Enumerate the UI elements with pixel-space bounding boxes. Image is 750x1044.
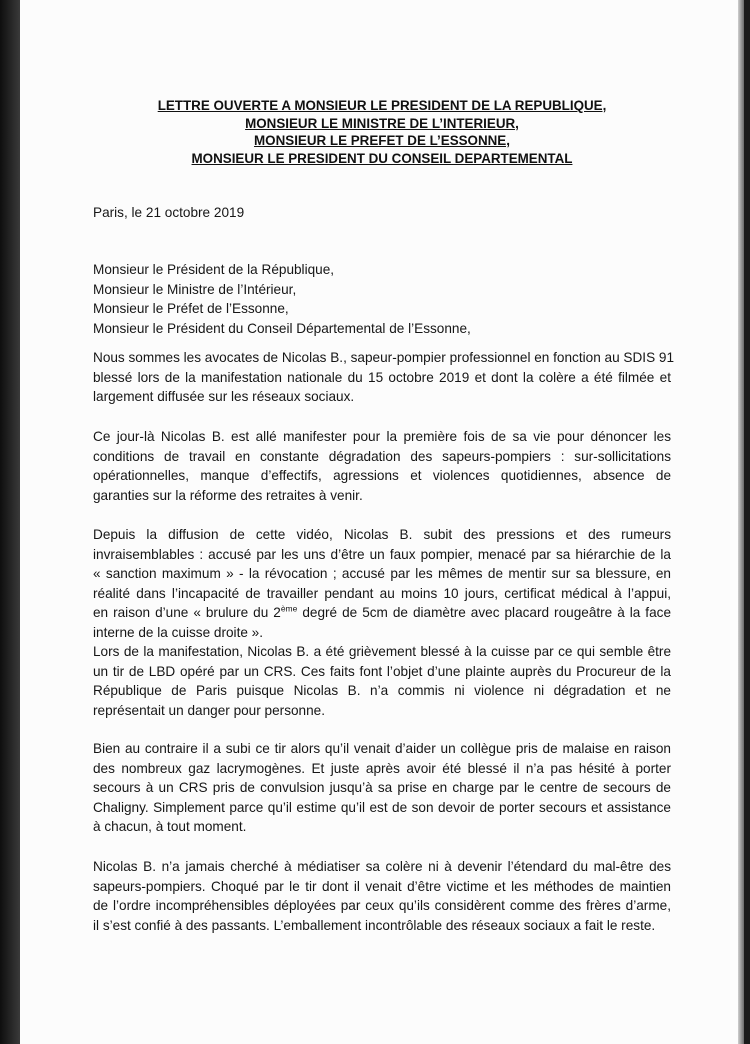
title-line: MONSIEUR LE PREFET DE L’ESSONNE, <box>254 133 510 148</box>
paragraph-1 <box>93 348 675 407</box>
paragraph-line <box>93 603 671 623</box>
letter-page <box>20 0 744 1044</box>
title-line: MONSIEUR LE PRESIDENT DU CONSEIL DEPARTEMENTAL <box>191 150 573 166</box>
paragraph-line: opérationnelles, manque d’effectifs, agressions et violences quotidiennes, absence de <box>93 468 671 484</box>
paragraph-line: République de Paris puisque Nicolas B. n’a commis ni violence ni dégradation et ne <box>93 683 671 699</box>
paragraph-line: Chaligny. Simplement parce qu’il estime qu’il est de son devoir de porter secours et assistance <box>93 799 671 815</box>
paragraph-line: largement diffusée sur les réseaux sociaux. <box>93 389 355 405</box>
paragraph-2 <box>93 427 671 505</box>
paragraph-line: Bien au contraire il a subi ce tir alors qu’il venait d’aider un collègue pris de malaise en raison <box>93 741 671 756</box>
paragraph-line: il s’est confié à des passants. L’emballement incontrôlable des réseaux sociaux a fait le reste. <box>93 917 656 933</box>
paragraph-line: Nous sommes les avocates de Nicolas B., sapeur-pompier professionnel en fonction au SDIS 91 <box>93 350 675 365</box>
salutation-block <box>93 260 671 338</box>
paragraph-line: interne de la cuisse droite ». <box>93 624 264 640</box>
title-line: LETTRE OUVERTE A MONSIEUR LE PRESIDENT DE LA REPUBLIQUE, <box>157 98 607 113</box>
superscript: ème <box>280 603 298 614</box>
paragraph-line: des nombreux gaz lacrymogènes. Et juste après avoir été blessé il n’a pas hésité à porter <box>93 760 671 776</box>
paragraph-6 <box>93 857 671 935</box>
title-line: MONSIEUR LE MINISTRE DE L’INTERIEUR, <box>245 115 519 131</box>
paragraph-4 <box>93 642 671 720</box>
salutation-line: Monsieur le Président du Conseil Départemental de l’Essonne, <box>93 320 471 336</box>
paragraph-line: Nicolas B. n’a jamais cherché à médiatiser sa colère ni à devenir l’étendard du mal-être des <box>93 859 671 874</box>
page-left-shadow <box>0 0 20 1044</box>
salutation-line: Monsieur le Préfet de l’Essonne, <box>93 301 289 317</box>
paragraph-line: Ce jour-là Nicolas B. est allé manifester pour la première fois de sa vie pour dénoncer les <box>93 429 671 444</box>
letter-title <box>20 97 744 167</box>
line-segment: degré de 5cm de diamètre avec placard rougeâtre à la face <box>297 605 672 621</box>
salutation-line: Monsieur le Président de la République, <box>93 262 335 277</box>
paragraph-line: « sanction maximum » - la révocation ; accusé par les mêmes de mentir sur sa blessure, en <box>93 566 671 582</box>
paragraph-line: invraisemblables : accusé par les uns d’être un faux pompier, menacé par sa hiérarchie de la <box>93 546 671 562</box>
page-right-edge <box>738 0 744 1044</box>
paragraph-line: à chacun, à tout moment. <box>93 819 247 835</box>
paragraph-line: conditions de travail en constante dégradation des sapeurs-pompiers : sur-sollicitations <box>93 448 671 464</box>
paragraph-line: sapeurs-pompiers. Choqué par le tir dont il venait d’être victime et les méthodes de maintien <box>93 878 671 894</box>
salutation-line: Monsieur le Ministre de l’Intérieur, <box>93 281 297 297</box>
paragraph-line: réalité dans l’incapacité de travailler pendant au moins 10 jours, certificat médical à l’appui, <box>93 585 671 601</box>
paragraph-3 <box>93 525 671 643</box>
paragraph-line: représentait un danger pour personne. <box>93 702 326 718</box>
paragraph-line: de l’ordre incompréhensibles déployées par ceux qu’ils considèrent comme des frères d’arme, <box>93 898 671 914</box>
line-segment: en raison d’une « brulure du 2 <box>93 605 281 621</box>
paragraph-line: garanties sur la réforme des retraites à venir. <box>93 487 363 503</box>
paragraph-5 <box>93 739 671 837</box>
date-text: Paris, le 21 octobre 2019 <box>93 205 245 220</box>
date-line <box>93 203 671 223</box>
paragraph-line: Depuis la diffusion de cette vidéo, Nicolas B. subit des pressions et des rumeurs <box>93 527 671 542</box>
paragraph-line: un tir de LBD opéré par un CRS. Ces faits font l’objet d’une plainte auprès du Procureur de la <box>93 663 671 679</box>
paragraph-line: Lors de la manifestation, Nicolas B. a été grièvement blessé à la cuisse par ce qui semble être <box>93 644 671 659</box>
paragraph-line: blessé lors de la manifestation nationale du 15 octobre 2019 et dont la colère a été filmée et <box>93 369 671 385</box>
paragraph-line: secours à un CRS pris de convulsion jusqu’à sa prise en charge par le centre de secours de <box>93 780 671 796</box>
